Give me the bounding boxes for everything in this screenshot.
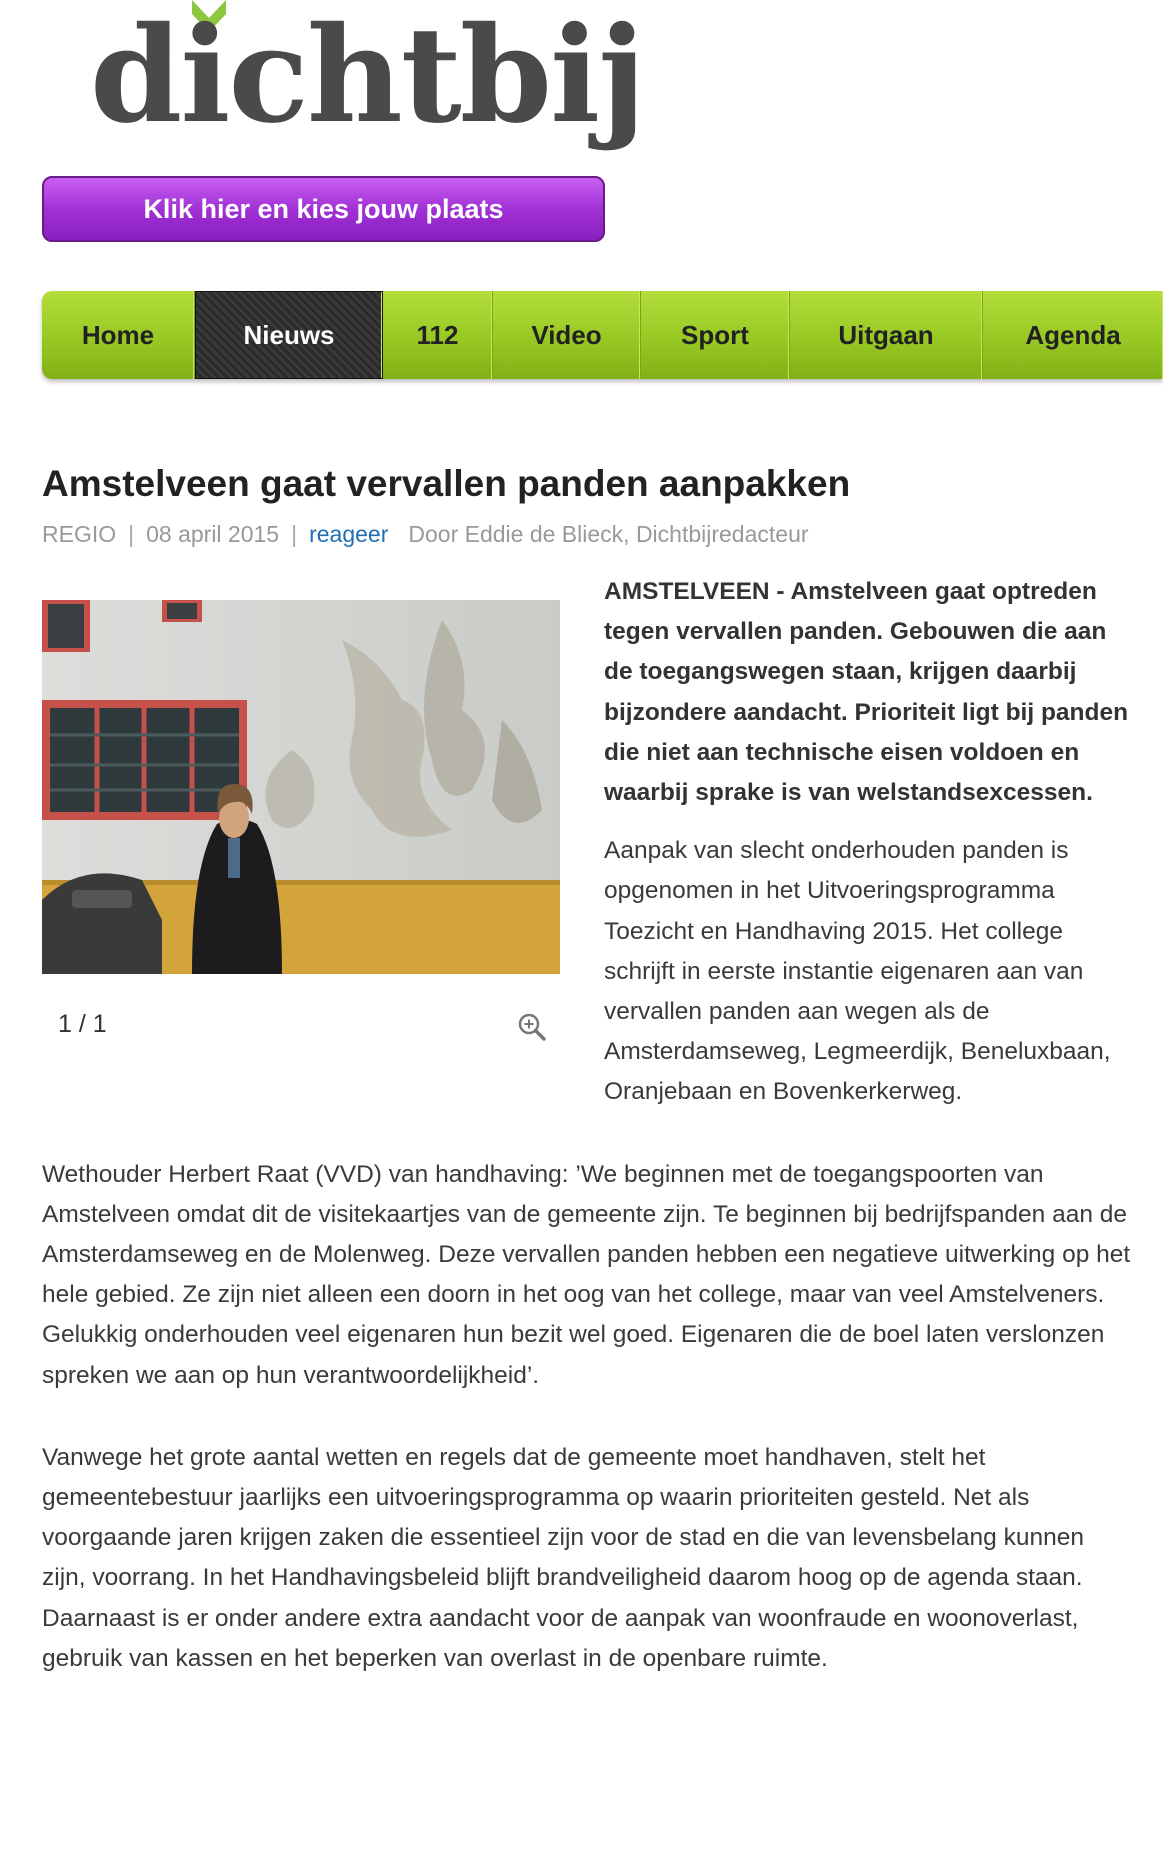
nav-nieuws[interactable]: Nieuws xyxy=(195,291,383,379)
article-paragraph-1: Aanpak van slecht onderhouden panden is opgenomen in het Uitvoeringsprogramma Toezicht en Handhaving 2015. Het college schrijft in eerste instantie eigenaren aan van vervallen panden aan wegen als de Amsterdamseweg, Legmeerdijk, Beneluxbaan, Oranjebaan en Bovenkerkerweg. xyxy=(604,837,1111,1106)
nav-home[interactable]: Home xyxy=(42,291,195,379)
article-paragraph-2: Wethouder Herbert Raat (VVD) van handhaving: ’We beginnen met de toegangspoorten van Amstelveen omdat dit de visitekaartjes van de gemeente zijn. Te beginnen bij bedrijfspanden aan de Amsterdamseweg en de Molenweg. Deze vervallen panden hebben een negatieve uitwerking op het hele gebied. Ze zijn niet alleen een doorn in het oog van het college, maar van veel Amstelveners. Gelukkig onderhouden veel eigenaren hun bezit wel goed. Eigenaren die de boel laten verslonzen spreken we aan op hun verantwoordelijkheid’. xyxy=(42,1160,1131,1389)
article-date: 08 april 2015 xyxy=(146,521,280,547)
article-paragraph-3: Vanwege het grote aantal wetten en regels dat de gemeente moet handhaven, stelt het gemeentebestuur jaarlijks een uitvoeringsprogramma op waarin prioriteiten gesteld. Net als voorgaande jaren krijgen zaken die essentieel zijn voor de stad en die van levensbelang kunnen zijn, voorrang. In het Handhavingsbeleid blijft brandveiligheid daarom hoog op de agenda staan. Daarnaast is er onder andere extra aandacht voor de aanpak van woonfraude en woonoverlast, gebruik van kassen en het beperken van overlast in de openbare ruimte. xyxy=(42,1443,1084,1672)
article-category[interactable]: REGIO xyxy=(42,521,117,547)
image-counter: 1 / 1 xyxy=(58,1010,107,1038)
nav-uitgaan[interactable]: Uitgaan xyxy=(790,291,983,379)
choose-place-button[interactable]: Klik hier en kies jouw plaats xyxy=(42,176,605,242)
nav-112[interactable]: 112 xyxy=(383,291,493,379)
article-author: Door Eddie de Blieck, Dichtbijredacteur xyxy=(408,521,809,547)
article-body xyxy=(42,572,1132,1721)
article-meta: REGIO | 08 april 2015 | reageer Door Eddie de Blieck, Dichtbijredacteur xyxy=(42,521,809,547)
article-title: Amstelveen gaat vervallen panden aanpakken xyxy=(42,463,851,504)
nav-agenda[interactable]: Agenda xyxy=(983,291,1163,379)
article-lead: AMSTELVEEN - Amstelveen gaat optreden tegen vervallen panden. Gebouwen die aan de toegangswegen staan, krijgen daarbij bijzondere aandacht. Prioriteit ligt bij panden die niet aan technische eisen voldoen en waarbij sprake is van welstandsexcessen. xyxy=(604,578,1129,807)
comment-link[interactable]: reageer xyxy=(309,521,389,547)
logo-text: dichtbij xyxy=(90,0,644,153)
main-navigation xyxy=(42,291,1163,379)
site-logo[interactable] xyxy=(40,0,644,170)
nav-video[interactable]: Video xyxy=(493,291,641,379)
nav-sport[interactable]: Sport xyxy=(641,291,790,379)
